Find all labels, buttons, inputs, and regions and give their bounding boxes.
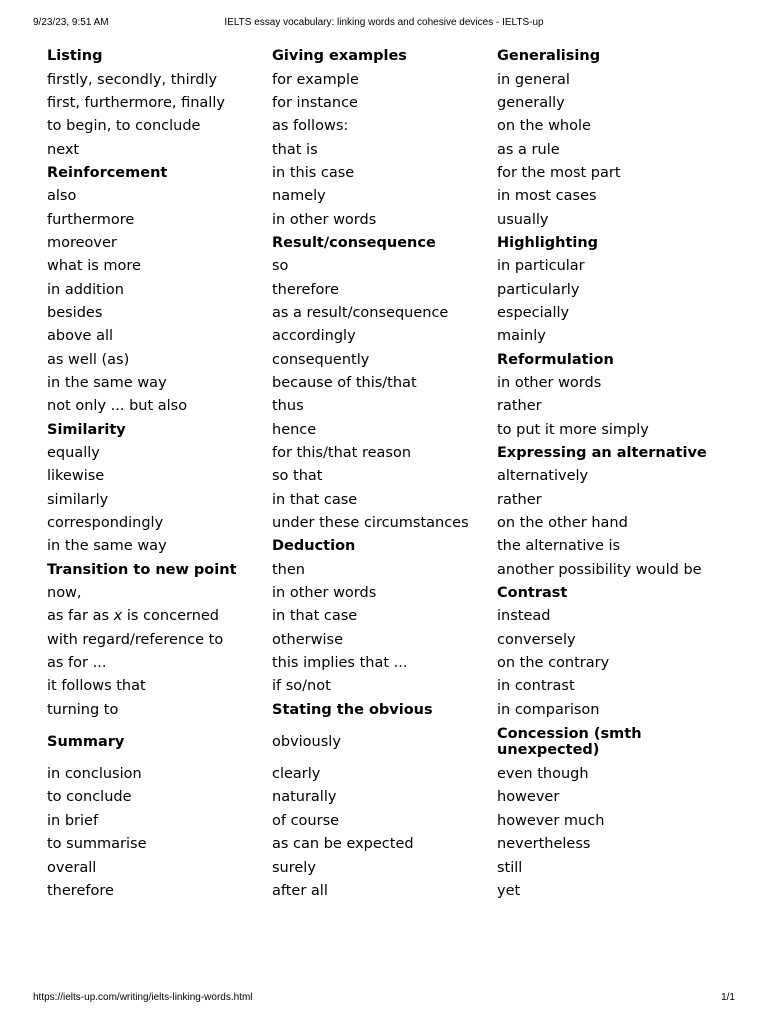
linking-phrase: as far as x is concerned [47, 608, 220, 625]
linking-phrase: it follows that [47, 678, 146, 695]
linking-phrase: in contrast [497, 678, 575, 695]
category-heading: Contrast [497, 585, 568, 602]
linking-phrase: in this case [272, 164, 355, 181]
table-row [36, 302, 726, 325]
linking-phrase: in general [497, 71, 570, 88]
linking-phrase: after all [272, 882, 328, 899]
print-page-number: 1/1 [721, 992, 735, 1003]
linking-phrase: furthermore [47, 211, 135, 228]
table-row [36, 652, 726, 675]
linking-phrase: consequently [272, 351, 370, 368]
linking-phrase: so [272, 258, 289, 275]
linking-phrase: to conclude [47, 789, 132, 806]
linking-phrase: instead [497, 608, 551, 625]
table-row [36, 208, 726, 231]
category-heading: Deduction [272, 538, 356, 555]
linking-phrase: nevertheless [497, 836, 591, 853]
linking-phrase: namely [272, 188, 326, 205]
table-row [36, 372, 726, 395]
linking-phrase: hence [272, 421, 317, 438]
linking-phrase: mainly [497, 328, 546, 345]
linking-phrase: now, [47, 585, 82, 602]
linking-phrase: as well (as) [47, 351, 130, 368]
table-row [36, 512, 726, 535]
category-heading: Reinforcement [47, 164, 168, 181]
linking-words-table-body [36, 45, 726, 903]
table-row [36, 763, 726, 786]
table-row [36, 325, 726, 348]
linking-phrase: the alternative is [497, 538, 621, 555]
table-row [36, 442, 726, 465]
table-row [36, 92, 726, 115]
linking-phrase: accordingly [272, 328, 356, 345]
linking-phrase: for this/that reason [272, 445, 412, 462]
table-row [36, 699, 726, 722]
table-row [36, 675, 726, 698]
table-row [36, 255, 726, 278]
linking-phrase: also [47, 188, 77, 205]
category-heading: Similarity [47, 421, 126, 438]
linking-phrase: in other words [272, 585, 377, 602]
linking-phrase: to begin, to conclude [47, 118, 201, 135]
table-row [36, 45, 726, 68]
table-row [36, 629, 726, 652]
linking-phrase: so that [272, 468, 323, 485]
category-heading: Listing [47, 48, 103, 65]
linking-phrase: what is more [47, 258, 141, 275]
linking-phrase: therefore [47, 882, 114, 899]
linking-phrase: particularly [497, 281, 580, 298]
linking-phrase: in brief [47, 812, 99, 829]
linking-phrase: on the whole [497, 118, 591, 135]
linking-phrase: as for ... [47, 655, 107, 672]
linking-phrase: for example [272, 71, 359, 88]
linking-phrase: above all [47, 328, 114, 345]
table-row [36, 856, 726, 879]
linking-phrase: this implies that ... [272, 655, 408, 672]
linking-words-table [36, 45, 726, 903]
linking-phrase: under these circumstances [272, 515, 469, 532]
linking-phrase: for instance [272, 94, 358, 111]
linking-phrase: clearly [272, 766, 321, 783]
linking-phrase: in comparison [497, 701, 600, 718]
linking-phrase: obviously [272, 733, 341, 750]
linking-phrase: in other words [497, 374, 602, 391]
linking-phrase: in other words [272, 211, 377, 228]
table-row [36, 535, 726, 558]
linking-phrase: in most cases [497, 188, 597, 205]
linking-phrase: correspondingly [47, 515, 164, 532]
table-row [36, 786, 726, 809]
table-row [36, 605, 726, 628]
linking-phrase: generally [497, 94, 565, 111]
linking-phrase: for the most part [497, 164, 621, 181]
linking-phrase: first, furthermore, finally [47, 94, 225, 111]
linking-phrase: likewise [47, 468, 105, 485]
table-row [36, 278, 726, 301]
linking-phrase: in the same way [47, 374, 167, 391]
table-row [36, 582, 726, 605]
category-heading: Reformulation [497, 351, 614, 368]
category-heading: Highlighting [497, 234, 599, 251]
category-heading: Summary [47, 733, 125, 750]
print-footer [33, 992, 735, 1006]
linking-phrase: surely [272, 859, 316, 876]
table-row [36, 465, 726, 488]
linking-phrase: on the other hand [497, 515, 628, 532]
linking-phrase: as can be expected [272, 836, 414, 853]
table-row [36, 162, 726, 185]
linking-phrase: yet [497, 882, 521, 899]
linking-phrase: conversely [497, 631, 576, 648]
linking-phrase: not only ... but also [47, 398, 188, 415]
print-header [33, 17, 735, 31]
linking-phrase: besides [47, 304, 103, 321]
linking-phrase: rather [497, 491, 542, 508]
category-heading: Generalising [497, 48, 601, 65]
linking-phrase: equally [47, 445, 100, 462]
linking-phrase: in that case [272, 491, 358, 508]
linking-phrase: in particular [497, 258, 585, 275]
linking-phrase: because of this/that [272, 374, 417, 391]
linking-phrase: then [272, 561, 305, 578]
linking-phrase: turning to [47, 701, 119, 718]
linking-phrase: to put it more simply [497, 421, 649, 438]
linking-phrase: in the same way [47, 538, 167, 555]
table-row [36, 115, 726, 138]
table-row [36, 833, 726, 856]
linking-phrase: as follows: [272, 118, 349, 135]
linking-phrase: firstly, secondly, thirdly [47, 71, 218, 88]
table-row [36, 232, 726, 255]
linking-phrase: however [497, 789, 560, 806]
linking-phrase: alternatively [497, 468, 589, 485]
linking-phrase: on the contrary [497, 655, 610, 672]
linking-phrase: to summarise [47, 836, 147, 853]
table-row [36, 559, 726, 582]
linking-phrase: otherwise [272, 631, 343, 648]
table-row [36, 419, 726, 442]
table-row [36, 68, 726, 91]
table-row [36, 138, 726, 161]
linking-phrase: still [497, 859, 523, 876]
linking-phrase: naturally [272, 789, 337, 806]
table-row [36, 880, 726, 903]
linking-phrase: therefore [272, 281, 339, 298]
linking-phrase: in addition [47, 281, 124, 298]
linking-phrase: moreover [47, 234, 117, 251]
linking-phrase: as a result/consequence [272, 304, 449, 321]
category-heading: Transition to new point [47, 561, 237, 578]
linking-phrase: next [47, 141, 80, 158]
linking-phrase: that is [272, 141, 318, 158]
linking-phrase: especially [497, 304, 570, 321]
linking-phrase: in that case [272, 608, 358, 625]
linking-phrase: if so/not [272, 678, 331, 695]
table-row [36, 395, 726, 418]
linking-phrase: in conclusion [47, 766, 142, 783]
table-row [36, 489, 726, 512]
category-heading: Giving examples [272, 48, 407, 65]
linking-phrase: thus [272, 398, 304, 415]
print-url: https://ielts-up.com/writing/ielts-linking-words.html [33, 992, 253, 1003]
linking-phrase: another possibility would be [497, 561, 702, 578]
linking-phrase: as a rule [497, 141, 560, 158]
table-row [36, 185, 726, 208]
linking-phrase: however much [497, 812, 605, 829]
table-row [36, 722, 726, 763]
category-heading: Expressing an alternative [497, 445, 707, 462]
print-page-title: IELTS essay vocabulary: linking words and cohesive devices - IELTS-up [224, 17, 544, 28]
table-row [36, 810, 726, 833]
print-datetime: 9/23/23, 9:51 AM [33, 17, 109, 28]
linking-phrase: similarly [47, 491, 109, 508]
table-row [36, 348, 726, 371]
linking-phrase: usually [497, 211, 549, 228]
category-heading: Stating the obvious [272, 701, 433, 718]
linking-phrase: overall [47, 859, 97, 876]
category-heading: Result/consequence [272, 234, 436, 251]
linking-phrase: of course [272, 812, 340, 829]
linking-phrase: even though [497, 766, 589, 783]
linking-phrase: with regard/reference to [47, 631, 224, 648]
linking-phrase: rather [497, 398, 542, 415]
category-heading: Concession (smth unexpected) [497, 726, 642, 759]
